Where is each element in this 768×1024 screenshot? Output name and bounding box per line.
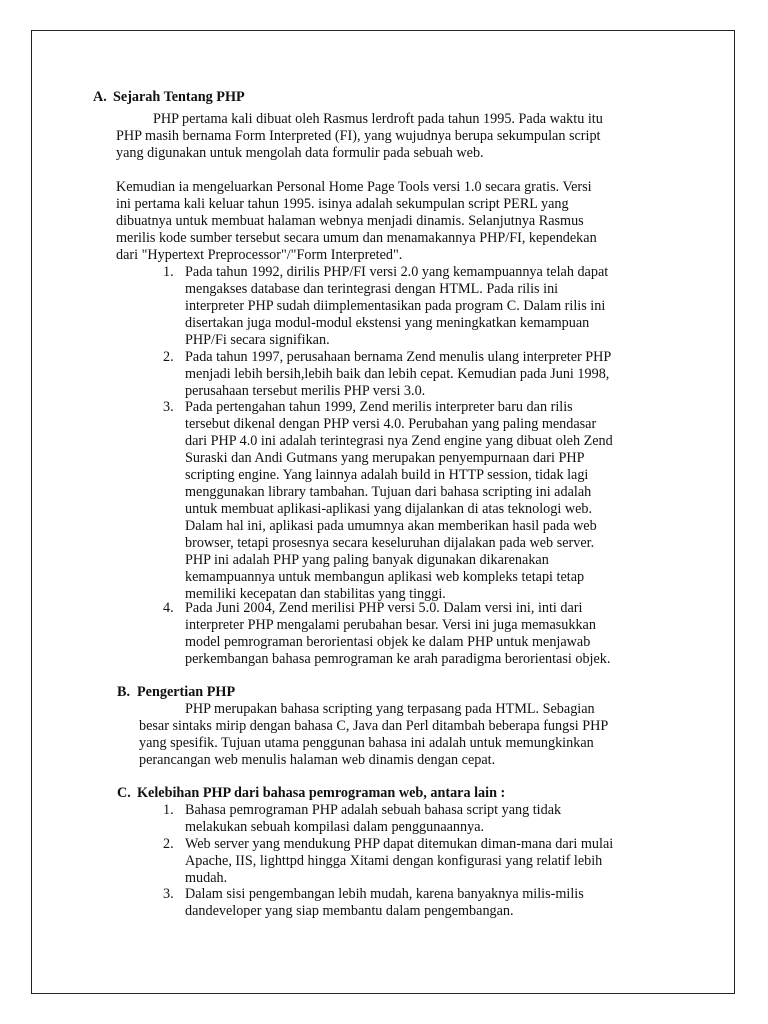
list-line: perkembangan bahasa pemrograman ke arah paradigma berorientasi objek. bbox=[185, 651, 611, 667]
list-item-text bbox=[185, 802, 561, 836]
list-line: Apache, IIS, lighttpd hingga Xitami dengan konfigurasi yang relatif lebih bbox=[185, 853, 603, 869]
list-line: disertakan juga modul-modul ekstensi yang meningkatkan kemampuan bbox=[185, 315, 590, 331]
list-line: model pemrograman berorientasi objek ke dalam PHP untuk menjawab bbox=[185, 634, 591, 650]
list-number: 2. bbox=[163, 349, 174, 365]
list-line: tersebut dikenal dengan PHP versi 4.0. Perubahan yang paling mendasar bbox=[185, 416, 597, 432]
paragraph-line: besar sintaks mirip dengan bahasa C, Java dan Perl ditambah beberapa fungsi PHP bbox=[139, 718, 609, 734]
list-line: browser, tetapi prosesnya secara keseluruhan dijalakan pada web server. bbox=[185, 535, 595, 551]
list-line: Web server yang mendukung PHP dapat ditemukan diman-mana dari mulai bbox=[185, 836, 614, 852]
list-line: dandeveloper yang siap membantu dalam pengembangan. bbox=[185, 903, 514, 919]
list-line: dari PHP 4.0 ini adalah terintegrasi nya Zend engine yang dibuat oleh Zend bbox=[185, 433, 613, 449]
list-line: Pada Juni 2004, Zend merilisi PHP versi 5.0. Dalam versi ini, inti dari bbox=[185, 600, 583, 616]
list-line: Suraski dan Andi Gutmans yang merupakan penyempurnaan dari PHP bbox=[185, 450, 585, 466]
paragraph-line: ini pertama kali keluar tahun 1995. isinya adalah sekumpulan script PERL yang bbox=[116, 196, 569, 212]
paragraph-line: dari "Hypertext Preprocessor"/"Form Interpreted". bbox=[116, 247, 403, 263]
list-item-text bbox=[185, 399, 613, 603]
list-line: Pada tahun 1992, dirilis PHP/FI versi 2.0 yang kemampuannya telah dapat bbox=[185, 264, 609, 280]
section-b-paragraph bbox=[139, 701, 608, 769]
list-line: untuk membuat aplikasi-aplikasi yang dijalankan di atas teknologi web. bbox=[185, 501, 593, 517]
section-a-paragraph-1 bbox=[116, 111, 603, 162]
list-line: kemampuannya untuk membangun aplikasi web kompleks tetapi tetap bbox=[185, 569, 585, 585]
list-number: 1. bbox=[163, 802, 174, 818]
list-item-text bbox=[185, 264, 608, 349]
list-line: interpreter PHP mengalami perubahan besar. Versi ini juga memasukkan bbox=[185, 617, 596, 633]
section-a-paragraph-2 bbox=[116, 179, 597, 264]
list-number: 2. bbox=[163, 836, 174, 852]
paragraph-line: dibuatnya untuk membuat halaman webnya menjadi dinamis. Selanjutnya Rasmus bbox=[116, 213, 584, 229]
list-line: Bahasa pemrograman PHP adalah sebuah bahasa script yang tidak bbox=[185, 802, 562, 818]
section-c-title: Kelebihan PHP dari bahasa pemrograman web, antara lain : bbox=[137, 785, 506, 801]
section-a-title: Sejarah Tentang PHP bbox=[113, 89, 245, 105]
list-number: 3. bbox=[163, 886, 174, 902]
paragraph-line: PHP pertama kali dibuat oleh Rasmus lerdroft pada tahun 1995. Pada waktu itu bbox=[153, 111, 603, 127]
paragraph-line: PHP merupakan bahasa scripting yang terpasang pada HTML. Sebagian bbox=[185, 701, 595, 717]
section-b-title: Pengertian PHP bbox=[137, 684, 236, 700]
section-b-letter: B. bbox=[117, 684, 131, 700]
list-line: PHP ini adalah PHP yang paling banyak digunakan dikarenakan bbox=[185, 552, 549, 568]
section-c-letter: C. bbox=[117, 785, 131, 801]
list-line: mudah. bbox=[185, 870, 228, 886]
list-line: PHP/Fi secara signifikan. bbox=[185, 332, 330, 348]
list-line: mengakses database dan terintegrasi dengan HTML. Pada rilis ini bbox=[185, 281, 559, 297]
list-line: Pada tahun 1997, perusahaan bernama Zend menulis ulang interpreter PHP bbox=[185, 349, 612, 365]
paragraph-line: yang digunakan untuk mengolah data formulir pada sebuah web. bbox=[116, 145, 484, 161]
paragraph-line: PHP masih bernama Form Interpreted (FI), yang wujudnya berupa sekumpulan script bbox=[116, 128, 601, 144]
list-item-text bbox=[185, 836, 613, 887]
paragraph-line: yang spesifik. Tujuan utama penggunan bahasa ini adalah untuk memungkinkan bbox=[139, 735, 594, 751]
list-item-text bbox=[185, 349, 611, 400]
list-number: 3. bbox=[163, 399, 174, 415]
list-number: 1. bbox=[163, 264, 174, 280]
list-line: interpreter PHP sudah diimplementasikan pada program C. Dalam rilis ini bbox=[185, 298, 606, 314]
list-line: scripting engine. Yang lainnya adalah build in HTTP session, tidak lagi bbox=[185, 467, 589, 483]
list-line: menggunakan library tambahan. Tujuan dari bahasa scripting ini adalah bbox=[185, 484, 592, 500]
list-line: Pada pertengahan tahun 1999, Zend merilis interpreter baru dan rilis bbox=[185, 399, 573, 415]
paragraph-line: perancangan web menulis halaman web dinamis dengan cepat. bbox=[139, 752, 496, 768]
list-item-text bbox=[185, 600, 610, 668]
paragraph-line: merilis kode sumber tersebut secara umum dan menamakannya PHP/FI, kependekan bbox=[116, 230, 597, 246]
list-line: perusahaan tersebut merilis PHP versi 3.0. bbox=[185, 383, 426, 399]
paragraph-line: Kemudian ia mengeluarkan Personal Home Page Tools versi 1.0 secara gratis. Versi bbox=[116, 179, 592, 195]
list-line: Dalam sisi pengembangan lebih mudah, karena banyaknya milis-milis bbox=[185, 886, 584, 902]
section-a-letter: A. bbox=[93, 89, 107, 105]
list-number: 4. bbox=[163, 600, 174, 616]
list-line: melakukan sebuah kompilasi dalam penggunaannya. bbox=[185, 819, 485, 835]
list-line: menjadi lebih bersih,lebih baik dan lebih cepat. Kemudian pada Juni 1998, bbox=[185, 366, 610, 382]
list-item-text bbox=[185, 886, 584, 920]
list-line: Dalam hal ini, aplikasi pada umumnya akan memberikan hasil pada web bbox=[185, 518, 597, 534]
list-line: memiliki kecepatan dan stabilitas yang tinggi. bbox=[185, 586, 446, 602]
